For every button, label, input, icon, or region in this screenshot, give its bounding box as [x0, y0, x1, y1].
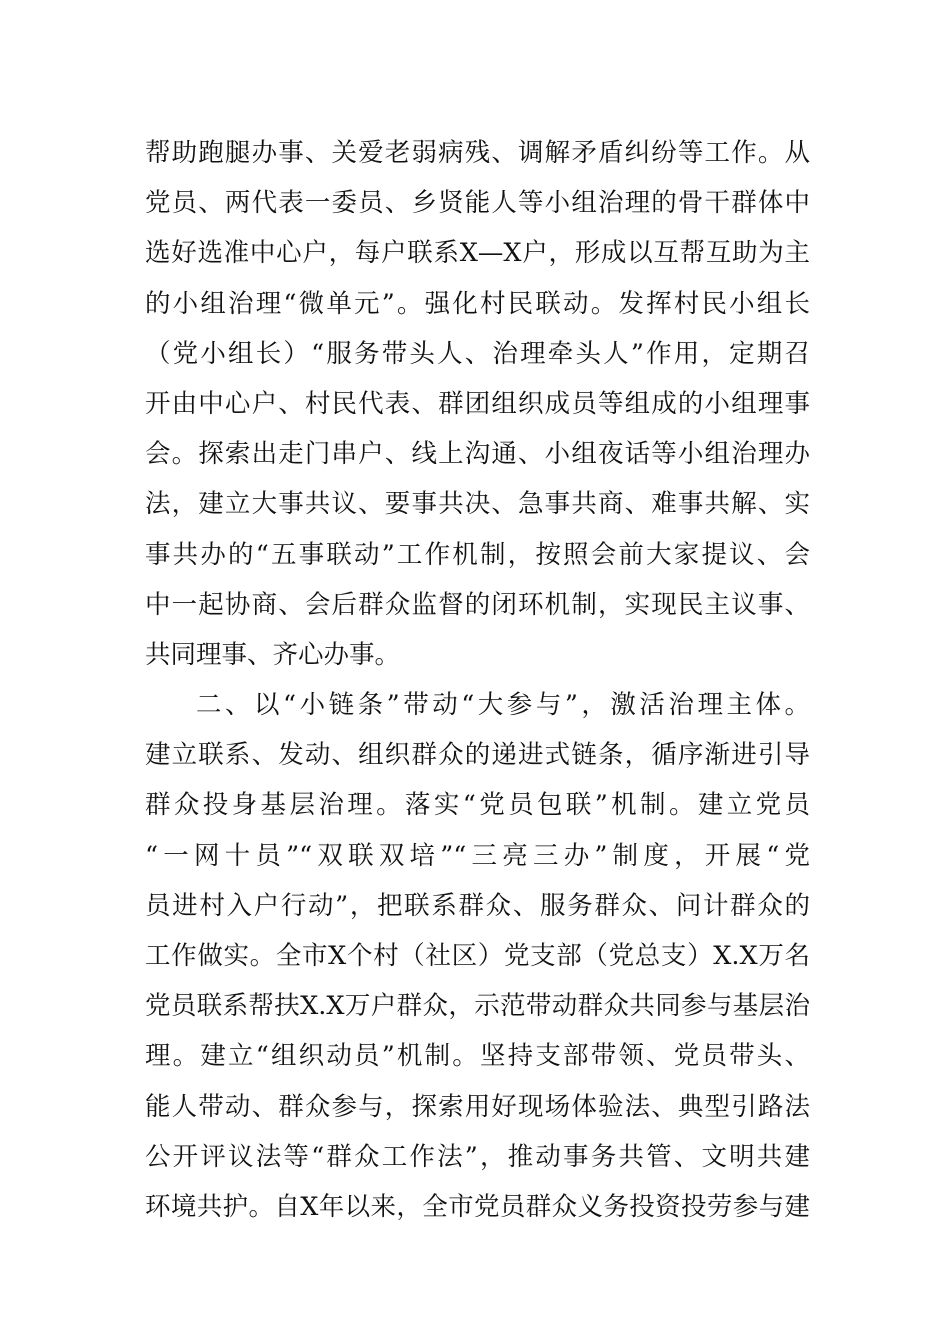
text-line: 帮助跑腿办事、关爱老弱病残、调解矛盾纠纷等工作。从 — [145, 138, 810, 168]
text-line: 公开评议法等“群众工作法”，推动事务共管、文明共建 — [145, 1141, 810, 1172]
text-line: 事共办的“五事联动”工作机制，按照会前大家提议、会 — [145, 539, 810, 570]
text-line: 会。探索出走门串户、线上沟通、小组夜话等小组治理办 — [145, 439, 810, 470]
text-line: 选好选准中心户，每户联系X—X户，形成以互帮互助为主 — [145, 238, 810, 269]
text-line: 党员联系帮扶X.X万户群众，示范带动群众共同参与基层治 — [145, 991, 810, 1022]
paragraph-end-line: 共同理事、齐心办事。 — [145, 639, 401, 670]
text-line: 能人带动、群众参与，探索用好现场体验法、典型引路法 — [145, 1091, 810, 1122]
text-line: “一网十员”“双联双培”“三亮三办”制度，开展“党 — [145, 840, 810, 871]
text-line: 员进村入户行动”，把联系群众、服务群众、问计群众的 — [145, 890, 810, 921]
body-text — [145, 128, 810, 1232]
text-line: 群众投身基层治理。落实“党员包联”机制。建立党员 — [145, 790, 810, 821]
text-line: 环境共护。自X年以来，全市党员群众义务投资投劳参与建 — [145, 1191, 810, 1222]
text-line: 建立联系、发动、组织群众的递进式链条，循序渐进引导 — [145, 740, 810, 771]
text-line: 的小组治理“微单元”。强化村民联动。发挥村民小组长 — [145, 288, 810, 319]
text-line: 党员、两代表一委员、乡贤能人等小组治理的骨干群体中 — [145, 188, 810, 219]
section-heading-line: 二、以“小链条”带动“大参与”，激活治理主体。 — [196, 690, 810, 721]
text-line: （党小组长）“服务带头人、治理牵头人”作用，定期召 — [145, 338, 810, 369]
text-line: 中一起协商、会后群众监督的闭环机制，实现民主议事、 — [145, 589, 810, 620]
text-line: 工作做实。全市X个村（社区）党支部（党总支）X.X万名 — [145, 941, 810, 971]
text-line: 理。建立“组织动员”机制。坚持支部带领、党员带头、 — [145, 1041, 810, 1072]
text-line: 法，建立大事共议、要事共决、急事共商、难事共解、实 — [145, 489, 810, 520]
text-line: 开由中心户、村民代表、群团组织成员等组成的小组理事 — [145, 388, 810, 419]
